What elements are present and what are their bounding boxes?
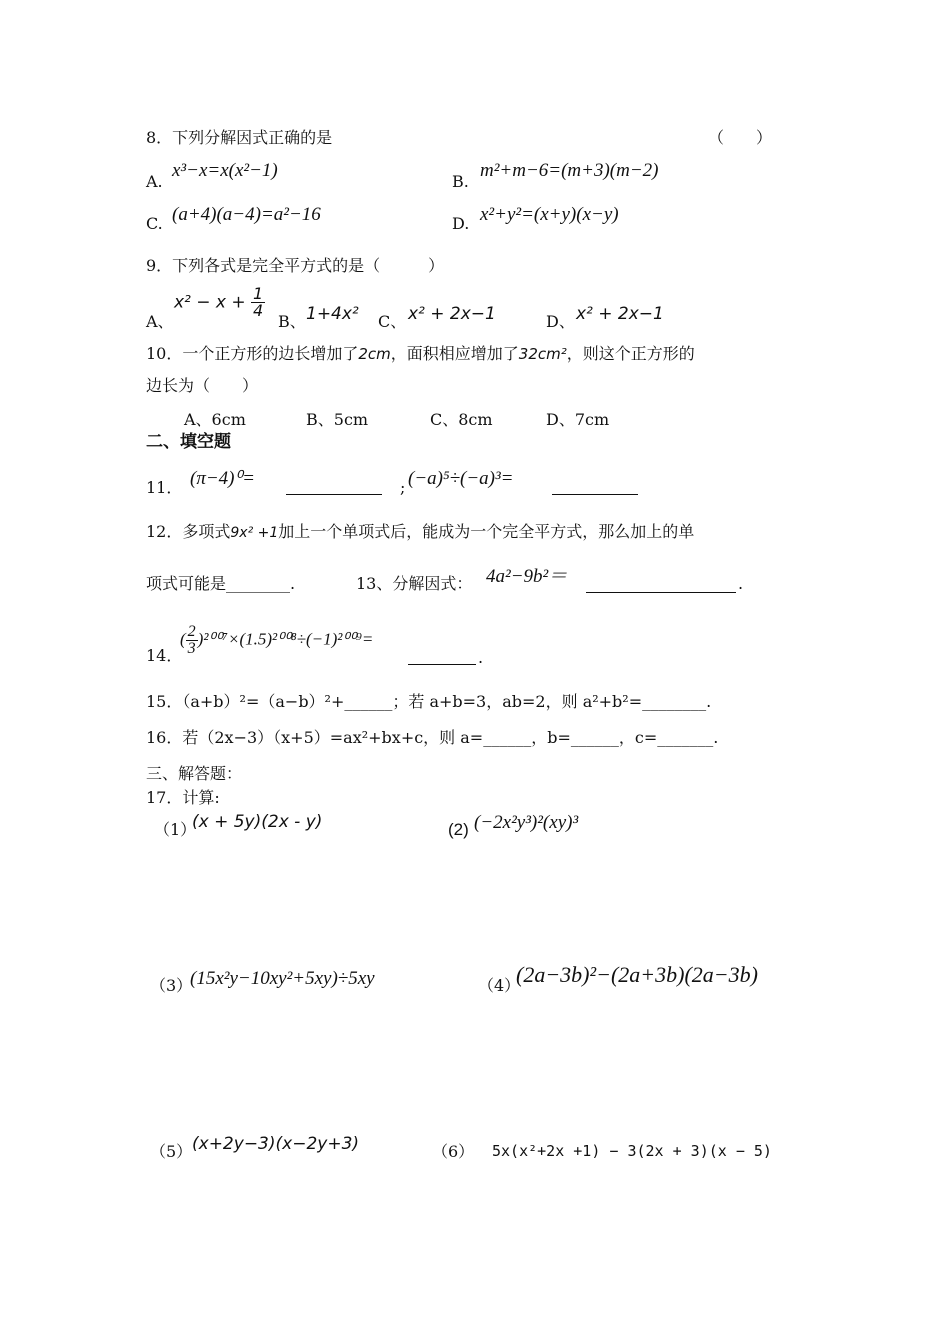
- q9-stem: 9．下列各式是完全平方式的是（ ）: [146, 256, 445, 275]
- q11-label: 11．: [146, 478, 183, 497]
- q8-option-c-label: C.: [146, 214, 163, 233]
- q10-value-length: 2cm: [358, 345, 391, 363]
- q14-fraction-numerator: 2: [187, 623, 196, 640]
- q17-part4-label: （4）: [478, 976, 521, 995]
- q9-option-b-expr: 1+4x²: [306, 304, 359, 324]
- q11-expr1: (π−4)⁰=: [190, 468, 255, 489]
- q12-text-b: 加上一个单项式后，能成为一个完全平方式，那么加上的单: [278, 522, 695, 541]
- q17-part1-label: （1）: [154, 820, 197, 839]
- q14-blank[interactable]: [408, 646, 476, 665]
- q8-option-b-label: B.: [452, 172, 469, 191]
- q8-option-b-expr: m²+m−6=(m+3)(m−2): [480, 160, 659, 181]
- q10-option-c: C、8cm: [430, 410, 493, 429]
- q17-part3-label: （3）: [150, 976, 193, 995]
- q10-text-a: 10．一个正方形的边长增加了: [146, 344, 359, 363]
- q8-option-a-expr: x³−x=x(x²−1): [172, 160, 278, 181]
- q9-option-c-expr: x² + 2x−1: [408, 304, 496, 324]
- q10-option-d: D、7cm: [546, 410, 610, 429]
- q8-option-c-expr: (a+4)(a−4)=a²−16: [172, 204, 321, 225]
- q17-part6-expr: 5x(x²+2x +1) − 3(2x + 3)(x − 5): [492, 1142, 772, 1160]
- q17-part5-label: （5）: [150, 1142, 193, 1161]
- section-heading-solve: 三、解答题：: [146, 764, 243, 783]
- q9-option-a-expr: [174, 286, 265, 319]
- q10-text-c: ，则这个正方形的: [566, 344, 695, 363]
- q17-label: 17．计算:: [146, 788, 220, 807]
- q14-open-paren: (: [180, 629, 186, 649]
- q8-option-a-label: A.: [146, 172, 163, 191]
- q17-part5-expr: (x+2y−3)(x−2y+3): [192, 1134, 360, 1154]
- q17-part2-label: (2): [448, 820, 469, 839]
- q8-answer-paren: （ ）: [708, 128, 773, 147]
- q12-text-a: 12．多项式: [146, 522, 231, 541]
- q14-label: 14．: [146, 646, 183, 665]
- section-heading-fill-in: 二、填空题: [146, 432, 231, 452]
- q17-part2-expr: (−2x²y³)²(xy)³: [474, 812, 579, 833]
- q16-text: 16．若（2x−3）（x+5）=ax²+bx+c，则 a=______，b=______，c=_______.: [146, 728, 719, 747]
- q9-option-a-fraction: [251, 286, 265, 319]
- q9-option-d-label: D、: [546, 312, 575, 331]
- q11-blank1[interactable]: [286, 476, 382, 495]
- q14-expr: [180, 624, 373, 657]
- q14-fraction-denominator: 3: [187, 640, 196, 657]
- q9-fraction-numerator: 1: [253, 284, 264, 303]
- q17-part6-label: （6）: [432, 1142, 475, 1161]
- q17-part3-expr: (15x²y−10xy²+5xy)÷5xy: [190, 968, 375, 989]
- q15-text: 15．（a+b）²=（a−b）²+______；若 a+b=3，ab=2，则 a²+b²=________.: [146, 692, 712, 711]
- q11-expr2: (−a)⁵÷(−a)³=: [408, 468, 514, 489]
- q10-text-b: ，面积相应增加了: [390, 344, 519, 363]
- q14-fraction: [186, 624, 198, 657]
- q9-option-a-label: A、: [146, 312, 174, 331]
- q9-option-a-pre: x² − x +: [174, 292, 246, 313]
- q17-part1-expr: (x + 5y)(2x - y): [192, 812, 323, 832]
- q9-fraction-denominator: 4: [253, 301, 264, 320]
- q17-part4-expr: (2a−3b)²−(2a+3b)(2a−3b): [516, 962, 758, 987]
- q13-end: .: [738, 574, 744, 593]
- q13-blank[interactable]: [586, 574, 736, 593]
- q9-option-b-label: B、: [278, 312, 306, 331]
- q9-option-d-expr: x² + 2x−1: [576, 304, 664, 324]
- q10-line2: 边长为（ ）: [146, 376, 259, 395]
- q12-line1: [146, 522, 694, 542]
- q14-end: .: [478, 648, 484, 667]
- q10-option-a: A、6cm: [184, 410, 246, 429]
- q8-option-d-label: D.: [452, 214, 470, 233]
- q10-value-area: 32cm²: [518, 345, 567, 363]
- q8-option-d-expr: x²+y²=(x+y)(x−y): [480, 204, 619, 225]
- q9-option-c-label: C、: [378, 312, 407, 331]
- q12-line2: 项式可能是________.: [146, 574, 296, 593]
- q13-expr: 4a²−9b²＝: [486, 566, 568, 587]
- q13-label: 13、分解因式：: [356, 574, 473, 593]
- q11-separator: ;: [400, 478, 406, 497]
- q14-expr-rest: )²⁰⁰⁷×(1.5)²⁰⁰⁸÷(−1)²⁰⁰⁹=: [197, 629, 374, 649]
- q11-blank2[interactable]: [552, 476, 638, 495]
- q10-line1: [146, 344, 695, 363]
- q10-option-b: B、5cm: [306, 410, 369, 429]
- q12-expr: 9x² +1: [230, 525, 279, 541]
- q8-stem: 8．下列分解因式正确的是: [146, 128, 333, 147]
